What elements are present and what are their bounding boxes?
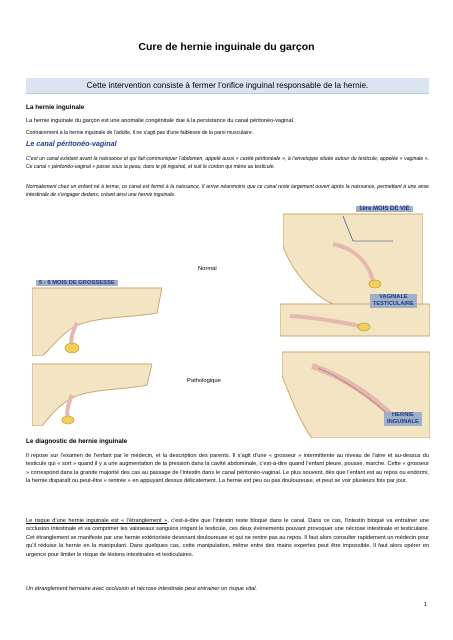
label-hernie xyxy=(384,412,422,426)
para-diagnostic-3: Un étranglement herniaire avec occlusion et nécrose intestinale peut entrainer un risque vital. xyxy=(26,586,258,592)
label-vaginale xyxy=(370,294,417,308)
risk-underlined: Le risque d’une hernie inguinale est « l’étranglement » xyxy=(26,518,168,524)
label-vaginale-line2: TESTICULAIRE xyxy=(373,301,414,307)
para-diagnostic-1: Il repose sur l’examen de l’enfant par le médecin, et la description des parents. Il s’agit d’une « grosseur » intermittente au niveau de l’aine et au-dessus du testicule qui « sort » quand il y a une augmentation de la pression dans la cavité abdominale, c’est-à-dire quand l’enfant pleure, pousse, marche. Cette « grosseur » correspond dans la grande majorité des cas au passage de l’intestin dans le canal péritonéo-vaginal. Le plus souvent, dès que l’enfant est au repos ou endormi, la hernie disparaît ou peut-être « rentrée » en appuyant dessus délicatement. La hernie est peu ou pas douloureuse, et peut se voir plusieurs fois par jour. xyxy=(26,453,429,485)
caption-pathologic: Pathologique xyxy=(187,378,221,384)
risk-rest: , c’est-à-dire que l’intestin reste bloqué dans le canal. Dans ce cas, l’intestin bloqué va entraîner une occlusion intestinale et va comprimer les vaisseaux sanguins irrigant le testicule, ces deux évènements pouvant provoquer une nécrose intestinale et testiculaire. Cet étranglement se manifeste par une hernie extériorisée devenant douloureuse et qui ne rentre pas au repos. Il faut alors consulter rapidement un médecin pour qu’il réduise la hernie en la manipulant. Dans quelques cas, cette manipulation, même entre des mains expertes peut être impossible. Il faut alors opérer en urgence pour limiter le risque de lésions intestinales et testiculaires. xyxy=(26,518,429,558)
para-hernie-2: Contrairement à la hernie inguinale de l’adulte, il ne s’agit pas d’une faiblesse de la paroi musculaire. xyxy=(26,130,254,136)
figure-pregnancy xyxy=(32,278,162,356)
figure-pathologic-left xyxy=(32,360,152,426)
page-number: 1 xyxy=(423,602,427,608)
label-pregnancy: 5 - 6 MOIS DE GROSSESSE xyxy=(36,280,118,286)
page-title: Cure de hernie inguinale du garçon xyxy=(138,41,315,53)
para-canal-2: Normalement chez un enfant né à terme, ce canal est fermé à la naissance. Il arrive néanmoins que ce canal reste largement ouvert après la naissance, permettant à une anse intestinale de s’engager dedans, créant ainsi une hernie inguinale. xyxy=(26,184,429,198)
heading-hernie: La hernie inguinale xyxy=(26,104,85,111)
para-hernie-1: La hernie inguinale du garçon est une anomalie congénitale due à la persistance du canal péritonéo-vaginal. xyxy=(26,118,295,124)
heading-canal: Le canal péritonéo-vaginal xyxy=(26,139,117,148)
summary-banner: Cette intervention consiste à fermer l’orifice inguinal responsable de la hernie. xyxy=(26,78,429,94)
para-canal-1: C’est un canal existant avant la naissance et qui fait communiquer l’abdomen, appelé aussi « cavité péritonéale », à l’enveloppe située autour du testicule, appelée « vaginale ». Ce canal « péritonéo-vaginal » passe sous la peau, dans le pli inguinal, et suit le cordon qui mène au testicule. xyxy=(26,156,429,170)
heading-diagnostic: Le diagnostic de hernie inguinale xyxy=(26,438,128,445)
label-hernie-line1: HERNIE xyxy=(391,412,414,418)
para-diagnostic-2 xyxy=(26,517,429,559)
label-vaginale-line1: VAGINALE xyxy=(379,294,408,300)
caption-normal: Normal xyxy=(198,266,217,272)
label-first-month: 1ère MOIS DE VIE xyxy=(356,206,413,212)
label-hernie-line2: INGUINALE xyxy=(387,419,419,425)
